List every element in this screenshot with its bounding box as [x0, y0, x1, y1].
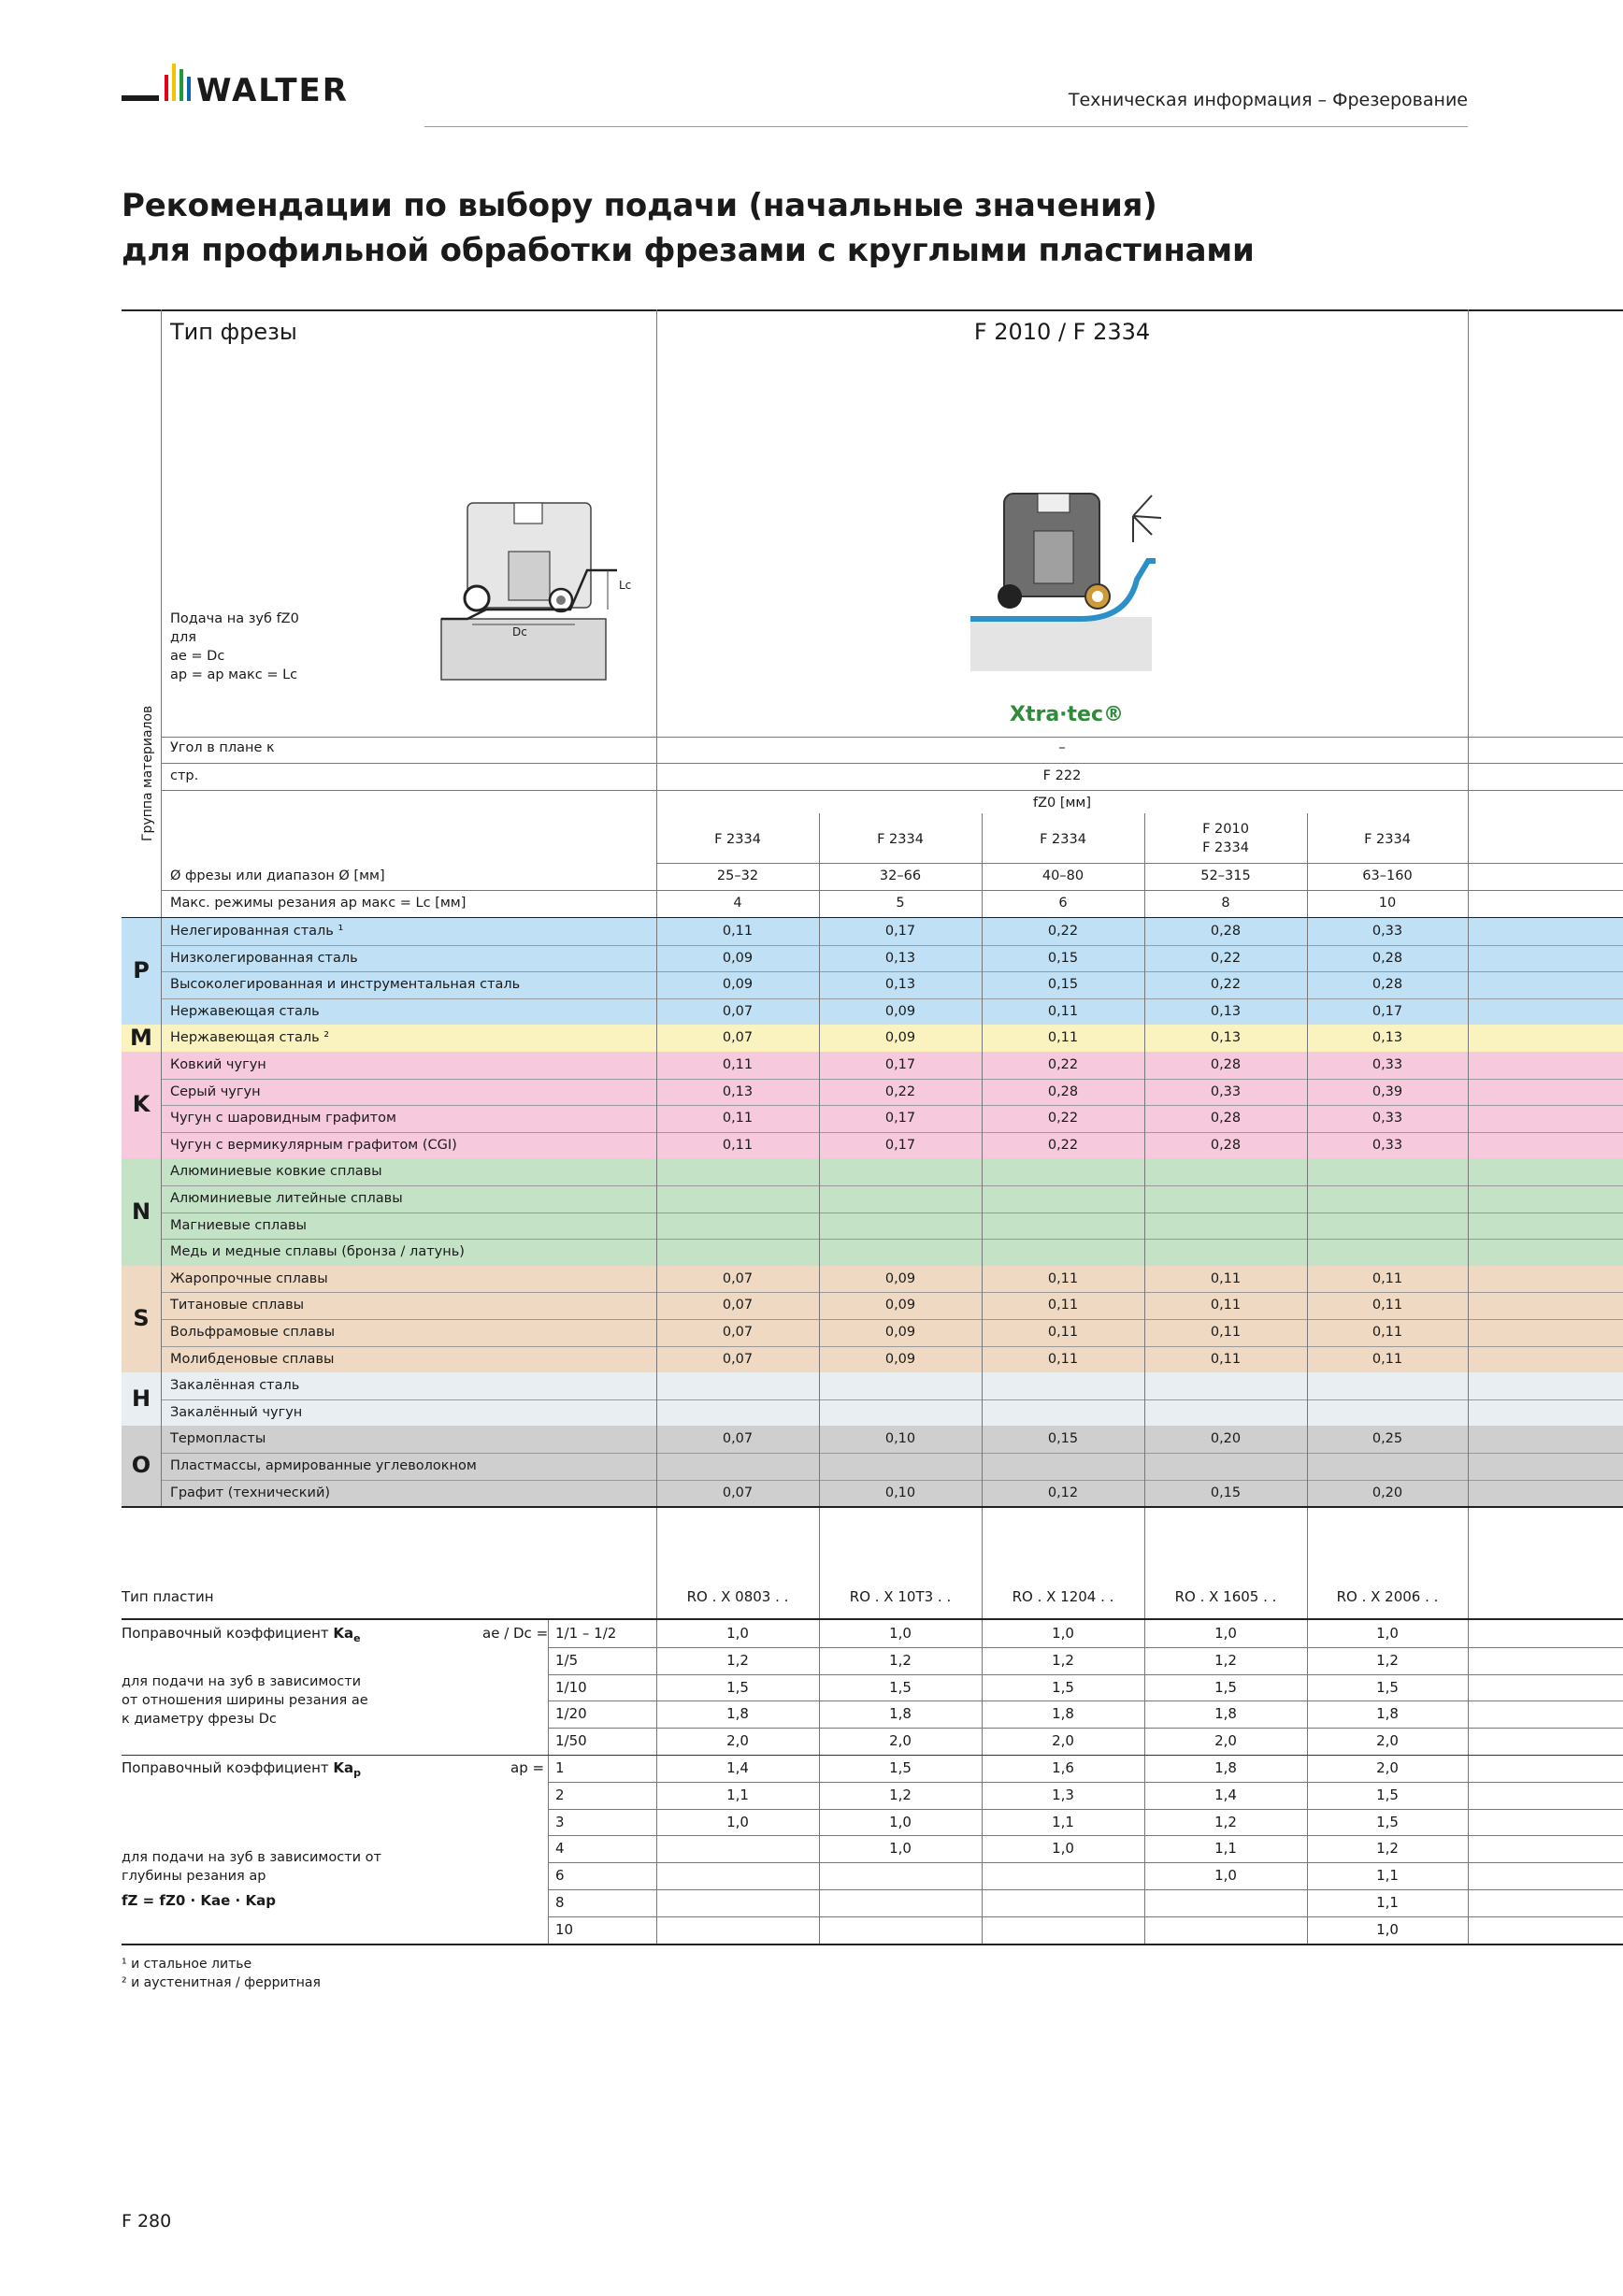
group-letter-N: N: [131, 1198, 151, 1225]
feed-value: 0,22: [1210, 950, 1242, 966]
cut-value: 10: [1378, 896, 1397, 911]
feed-value: 0,13: [884, 977, 916, 993]
kap-value: 1,5: [889, 1759, 912, 1776]
kae-key: 1/20: [555, 1705, 587, 1723]
feed-value: 0,17: [884, 1057, 916, 1072]
feed-value: 0,33: [1372, 1057, 1403, 1072]
feed-value: 0,13: [1372, 1030, 1403, 1046]
row-rule: [161, 1239, 1623, 1240]
feed-value: 0,15: [1047, 977, 1079, 993]
column-series: F 2334: [1364, 832, 1411, 847]
diameter-value: 32–66: [879, 868, 922, 883]
kap-key: 3: [555, 1813, 565, 1830]
feed-value: 0,17: [884, 1137, 916, 1153]
kap-value: 1,0: [1214, 1867, 1237, 1885]
kap-value: 1,2: [889, 1786, 912, 1803]
material-name: Вольфрамовые сплавы: [170, 1325, 336, 1340]
row-rule: [548, 1835, 1623, 1836]
kae-ratio-label: ae / Dc =: [482, 1625, 549, 1642]
column-series: F 2334: [1202, 840, 1249, 855]
kae-value: 1,5: [889, 1678, 912, 1696]
material-name: Низколегированная сталь: [170, 950, 358, 966]
row-rule: [161, 1185, 1623, 1186]
insert-type: RO . X 10T3 . .: [849, 1588, 952, 1605]
feed-value: 0,22: [1047, 1111, 1079, 1126]
feed-value: 0,11: [1210, 1298, 1242, 1313]
feed-value: 0,11: [1372, 1270, 1403, 1286]
feed-value: 0,11: [1372, 1325, 1403, 1340]
kap-value: 1,4: [1214, 1786, 1237, 1803]
row-rule: [548, 1862, 1623, 1863]
feed-value: 0,07: [722, 1325, 754, 1340]
kae-value: 1,2: [726, 1651, 749, 1669]
kap-value: 1,1: [1376, 1894, 1399, 1911]
kae-value: 2,0: [1376, 1732, 1399, 1750]
kap-title: Поправочный коэффициент $Ka_p$: [122, 1759, 362, 1779]
feed-value: 0,20: [1210, 1431, 1242, 1447]
feed-value: 0,28: [1047, 1083, 1079, 1099]
feed-formula: fZ = fZ0 · Kae · Kap: [122, 1892, 276, 1909]
kap-key: 1: [555, 1759, 565, 1776]
kae-title: Поправочный коэффициент $Ka_e$: [122, 1625, 361, 1644]
material-name: Нелегированная сталь ¹: [170, 924, 344, 939]
feed-value: 0,13: [1210, 1030, 1242, 1046]
feed-value: 0,07: [722, 1003, 754, 1019]
feed-value: 0,12: [1047, 1485, 1079, 1500]
group-letter-M: M: [130, 1024, 152, 1051]
angle-label: Угол в плане κ: [170, 740, 275, 755]
column-rule: [819, 918, 820, 1506]
feed-value: 0,09: [722, 950, 754, 966]
kap-value: 1,0: [726, 1813, 749, 1830]
insert-type: RO . X 1605 . .: [1174, 1588, 1277, 1605]
feed-value: 0,11: [1210, 1325, 1242, 1340]
kae-value: 1,5: [1052, 1678, 1074, 1696]
title-line-1: Рекомендации по выбору подачи (начальные значения): [122, 187, 1157, 224]
group-col-rule: [161, 918, 162, 1506]
feed-label: Подача на зуб fZ0 для ae = Dc ap = ap макс = Lc: [170, 611, 299, 682]
insert-type: RO . X 2006 . .: [1336, 1588, 1439, 1605]
feed-value: 0,33: [1372, 1137, 1403, 1153]
kae-key: 1/1 – 1/2: [555, 1625, 617, 1642]
footnote: ² и аустенитная / ферритная: [122, 1974, 321, 1990]
material-name: Алюминиевые ковкие сплавы: [170, 1164, 382, 1180]
feed-value: 0,33: [1210, 1083, 1242, 1099]
kap-value: 1,6: [1052, 1759, 1074, 1776]
kae-end-rule: [122, 1755, 1623, 1756]
column-series: F 2010: [1202, 822, 1249, 837]
feed-value: 0,09: [884, 1270, 916, 1286]
feed-value: 0,11: [1047, 1325, 1079, 1340]
row-rule: [161, 945, 1623, 946]
fz0-label: fZ0 [мм]: [1032, 796, 1092, 811]
feed-value: 0,17: [884, 924, 916, 939]
kap-value: 1,0: [1376, 1920, 1399, 1938]
material-name: Нержавеющая сталь: [170, 1003, 320, 1019]
feed-value: 0,13: [722, 1083, 754, 1099]
title-line-2: для профильной обработки фрезами с круглыми пластинами: [122, 232, 1255, 269]
row-rule: [548, 1674, 1623, 1675]
kap-value: 1,2: [1214, 1813, 1237, 1830]
page-ref-label: стр.: [170, 768, 199, 783]
material-name: Закалённая сталь: [170, 1378, 300, 1394]
feed-value: 0,13: [1210, 1003, 1242, 1019]
dim-dc: Dc: [512, 625, 527, 639]
insert-rule: [122, 1618, 1623, 1620]
feed-value: 0,22: [1047, 1137, 1079, 1153]
table-bottom-rule: [122, 1944, 1623, 1945]
diameter-value: 52–315: [1200, 868, 1251, 883]
diameter-value: 40–80: [1041, 868, 1084, 883]
kap-value: 2,0: [1376, 1759, 1399, 1776]
group-letter-S: S: [133, 1305, 150, 1331]
kae-value: 1,8: [1214, 1705, 1237, 1723]
row-rule: [161, 1079, 1623, 1080]
kae-value: 2,0: [726, 1732, 749, 1750]
feed-value: 0,11: [1210, 1270, 1242, 1286]
feed-value: 0,07: [722, 1351, 754, 1367]
row-rule: [656, 863, 1623, 864]
feed-value: 0,07: [722, 1431, 754, 1447]
kae-value: 1,5: [726, 1678, 749, 1696]
xtra-tec-brand: Xtra·tec®: [1010, 703, 1125, 726]
feed-value: 0,25: [1372, 1431, 1403, 1447]
group-letter-O: O: [131, 1452, 151, 1479]
feed-value: 0,09: [884, 1298, 916, 1313]
kae-value: 2,0: [889, 1732, 912, 1750]
column-rule: [982, 918, 983, 1506]
row-rule: [161, 1319, 1623, 1320]
row-rule: [548, 1782, 1623, 1783]
row-rule: [548, 1889, 1623, 1890]
kap-description: для подачи на зуб в зависимости от: [122, 1850, 381, 1865]
kae-value: 1,8: [889, 1705, 912, 1723]
insert-type: RO . X 0803 . .: [686, 1588, 789, 1605]
feed-value: 0,22: [1047, 1057, 1079, 1072]
feed-value: 0,11: [1047, 1298, 1079, 1313]
kap-key: 2: [555, 1786, 565, 1803]
tool-family: F 2010 / F 2334: [973, 319, 1151, 345]
material-name: Высоколегированная и инструментальная сталь: [170, 977, 521, 993]
feed-value: 0,10: [884, 1485, 916, 1500]
column-rule: [656, 918, 657, 1506]
feed-value: 0,09: [884, 1003, 916, 1019]
feed-value: 0,09: [884, 1030, 916, 1046]
row-rule: [548, 1647, 1623, 1648]
kae-value: 2,0: [1214, 1732, 1237, 1750]
material-name: Пластмассы, армированные углеволокном: [170, 1458, 477, 1473]
row-rule: [548, 1728, 1623, 1729]
feed-value: 0,15: [1047, 1431, 1079, 1447]
footnote: ¹ и стальное литье: [122, 1956, 252, 1972]
feed-value: 0,11: [1047, 1351, 1079, 1367]
kae-key: 1/5: [555, 1651, 579, 1669]
material-name: Чугун с вермикулярным графитом (CGI): [170, 1137, 457, 1153]
kae-value: 1,0: [1052, 1625, 1074, 1642]
kae-value: 1,2: [1052, 1651, 1074, 1669]
feed-value: 0,10: [884, 1431, 916, 1447]
kae-value: 1,0: [726, 1625, 749, 1642]
kap-key: 4: [555, 1840, 565, 1858]
diameter-value: 25–32: [716, 868, 759, 883]
feed-value: 0,11: [722, 1111, 754, 1126]
row-rule: [161, 1292, 1623, 1293]
feed-value: 0,22: [1210, 977, 1242, 993]
feed-value: 0,11: [1372, 1351, 1403, 1367]
material-name: Графит (технический): [170, 1485, 331, 1500]
kap-value: 1,1: [1052, 1813, 1074, 1830]
kae-value: 1,2: [1376, 1651, 1399, 1669]
feed-value: 0,28: [1210, 1111, 1242, 1126]
feed-value: 0,17: [884, 1111, 916, 1126]
material-name: Чугун с шаровидным графитом: [170, 1111, 396, 1126]
kap-key: 10: [555, 1920, 574, 1938]
row-rule: [161, 1480, 1623, 1481]
feed-value: 0,07: [722, 1485, 754, 1500]
kap-ratio-label: ap =: [510, 1759, 545, 1776]
feed-value: 0,11: [1047, 1003, 1079, 1019]
feed-value: 0,15: [1210, 1485, 1242, 1500]
row-rule: [548, 1916, 1623, 1917]
kap-value: 1,0: [1052, 1840, 1074, 1858]
material-name: Закалённый чугун: [170, 1404, 303, 1420]
material-name: Термопласты: [170, 1431, 266, 1447]
column-rule: [1468, 918, 1469, 1506]
kae-value: 1,5: [1376, 1678, 1399, 1696]
column-series: F 2334: [877, 832, 924, 847]
feed-value: 0,11: [1372, 1298, 1403, 1313]
feed-value: 0,11: [722, 1137, 754, 1153]
row-rule: [548, 1700, 1623, 1701]
logo-text: WALTER: [196, 72, 349, 109]
row-rule: [161, 971, 1623, 972]
key-col-rule: [548, 1620, 549, 1945]
kap-value: 1,4: [726, 1759, 749, 1776]
kap-value: 1,1: [1376, 1867, 1399, 1885]
kae-description: от отношения ширины резания ae: [122, 1693, 368, 1708]
dim-lc: Lc: [619, 579, 632, 592]
row-rule: [548, 1809, 1623, 1810]
diameter-value: 63–160: [1362, 868, 1413, 883]
kae-description: к диаметру фрезы Dc: [122, 1712, 277, 1727]
feed-value: 0,22: [884, 1083, 916, 1099]
feed-value: 0,33: [1372, 1111, 1403, 1126]
feed-value: 0,07: [722, 1030, 754, 1046]
feed-value: 0,09: [884, 1325, 916, 1340]
cut-value: 5: [896, 896, 905, 911]
kap-key: 8: [555, 1894, 565, 1911]
material-name: Нержавеющая сталь ²: [170, 1030, 330, 1046]
feed-value: 0,09: [884, 1351, 916, 1367]
row-rule: [161, 1453, 1623, 1454]
kae-value: 2,0: [1052, 1732, 1074, 1750]
group-letter-H: H: [131, 1385, 151, 1412]
feed-value: 0,28: [1210, 924, 1242, 939]
cut-value: 6: [1058, 896, 1068, 911]
material-name: Жаропрочные сплавы: [170, 1270, 328, 1286]
feed-value: 0,15: [1047, 950, 1079, 966]
row-rule: [161, 1105, 1623, 1106]
feed-value: 0,17: [1372, 1003, 1403, 1019]
feed-value: 0,11: [722, 1057, 754, 1072]
tool-type-label: Тип фрезы: [170, 319, 297, 345]
kae-value: 1,0: [889, 1625, 912, 1642]
kap-value: 1,1: [726, 1786, 749, 1803]
kae-key: 1/10: [555, 1678, 587, 1696]
kae-value: 1,0: [1376, 1625, 1399, 1642]
kae-value: 1,8: [726, 1705, 749, 1723]
column-series: F 2334: [714, 832, 761, 847]
feed-value: 0,28: [1210, 1137, 1242, 1153]
kap-key: 6: [555, 1867, 565, 1885]
kap-value: 1,1: [1214, 1840, 1237, 1858]
kae-value: 1,8: [1376, 1705, 1399, 1723]
kap-value: 1,8: [1214, 1759, 1237, 1776]
cut-value: 8: [1221, 896, 1230, 911]
page-number: F 280: [122, 2211, 172, 2231]
kae-description: для подачи на зуб в зависимости: [122, 1674, 362, 1689]
insert-type-label: Тип пластин: [122, 1588, 214, 1605]
feed-value: 0,11: [1210, 1351, 1242, 1367]
section-title: Техническая информация – Фрезерование: [1068, 90, 1468, 110]
feed-value: 0,07: [722, 1298, 754, 1313]
group-rule: [122, 1506, 1623, 1508]
page-ref-value: F 222: [1042, 768, 1082, 783]
feed-value: 0,28: [1210, 1057, 1242, 1072]
material-name: Магниевые сплавы: [170, 1217, 307, 1233]
material-name: Титановые сплавы: [170, 1298, 305, 1313]
material-name: Серый чугун: [170, 1083, 261, 1099]
row-rule: [161, 1399, 1623, 1400]
kap-value: 1,5: [1376, 1813, 1399, 1830]
kap-value: 1,3: [1052, 1786, 1074, 1803]
material-name: Молибденовые сплавы: [170, 1351, 335, 1367]
feed-value: 0,33: [1372, 924, 1403, 939]
cut-label: Макс. режимы резания ap макс = Lc [мм]: [170, 896, 467, 911]
feed-value: 0,09: [722, 977, 754, 993]
feed-value: 0,07: [722, 1270, 754, 1286]
feed-value: 0,11: [1047, 1270, 1079, 1286]
kae-key: 1/50: [555, 1732, 587, 1750]
material-group-label: Группа материалов: [140, 705, 155, 841]
row-rule: [161, 1132, 1623, 1133]
row-rule: [161, 890, 1623, 891]
kae-value: 1,8: [1052, 1705, 1074, 1723]
column-rule: [1307, 918, 1308, 1506]
diameter-label: Ø фрезы или диапазон Ø [мм]: [170, 868, 385, 883]
kap-value: 1,0: [889, 1840, 912, 1858]
kae-value: 1,2: [889, 1651, 912, 1669]
feed-value: 0,22: [1047, 924, 1079, 939]
kae-value: 1,5: [1214, 1678, 1237, 1696]
cut-value: 4: [733, 896, 742, 911]
kap-description: глубины резания ap: [122, 1869, 266, 1884]
row-rule: [161, 998, 1623, 999]
insert-type: RO . X 1204 . .: [1012, 1588, 1114, 1605]
material-name: Ковкий чугун: [170, 1057, 266, 1072]
kap-value: 1,2: [1376, 1840, 1399, 1858]
feed-value: 0,28: [1372, 977, 1403, 993]
angle-value: –: [1058, 740, 1066, 755]
feed-value: 0,39: [1372, 1083, 1403, 1099]
column-series: F 2334: [1040, 832, 1086, 847]
row-rule: [161, 1346, 1623, 1347]
group-letter-K: K: [132, 1091, 151, 1118]
feed-value: 0,20: [1372, 1485, 1403, 1500]
feed-value: 0,11: [722, 924, 754, 939]
group-letter-P: P: [133, 957, 150, 984]
kap-value: 1,0: [889, 1813, 912, 1830]
material-name: Медь и медные сплавы (бронза / латунь): [170, 1244, 465, 1260]
feed-value: 0,13: [884, 950, 916, 966]
material-name: Алюминиевые литейные сплавы: [170, 1191, 403, 1206]
feed-value: 0,11: [1047, 1030, 1079, 1046]
feed-value: 0,28: [1372, 950, 1403, 966]
column-rule: [1144, 918, 1145, 1506]
kae-value: 1,0: [1214, 1625, 1237, 1642]
kap-value: 1,5: [1376, 1786, 1399, 1803]
kae-value: 1,2: [1214, 1651, 1237, 1669]
